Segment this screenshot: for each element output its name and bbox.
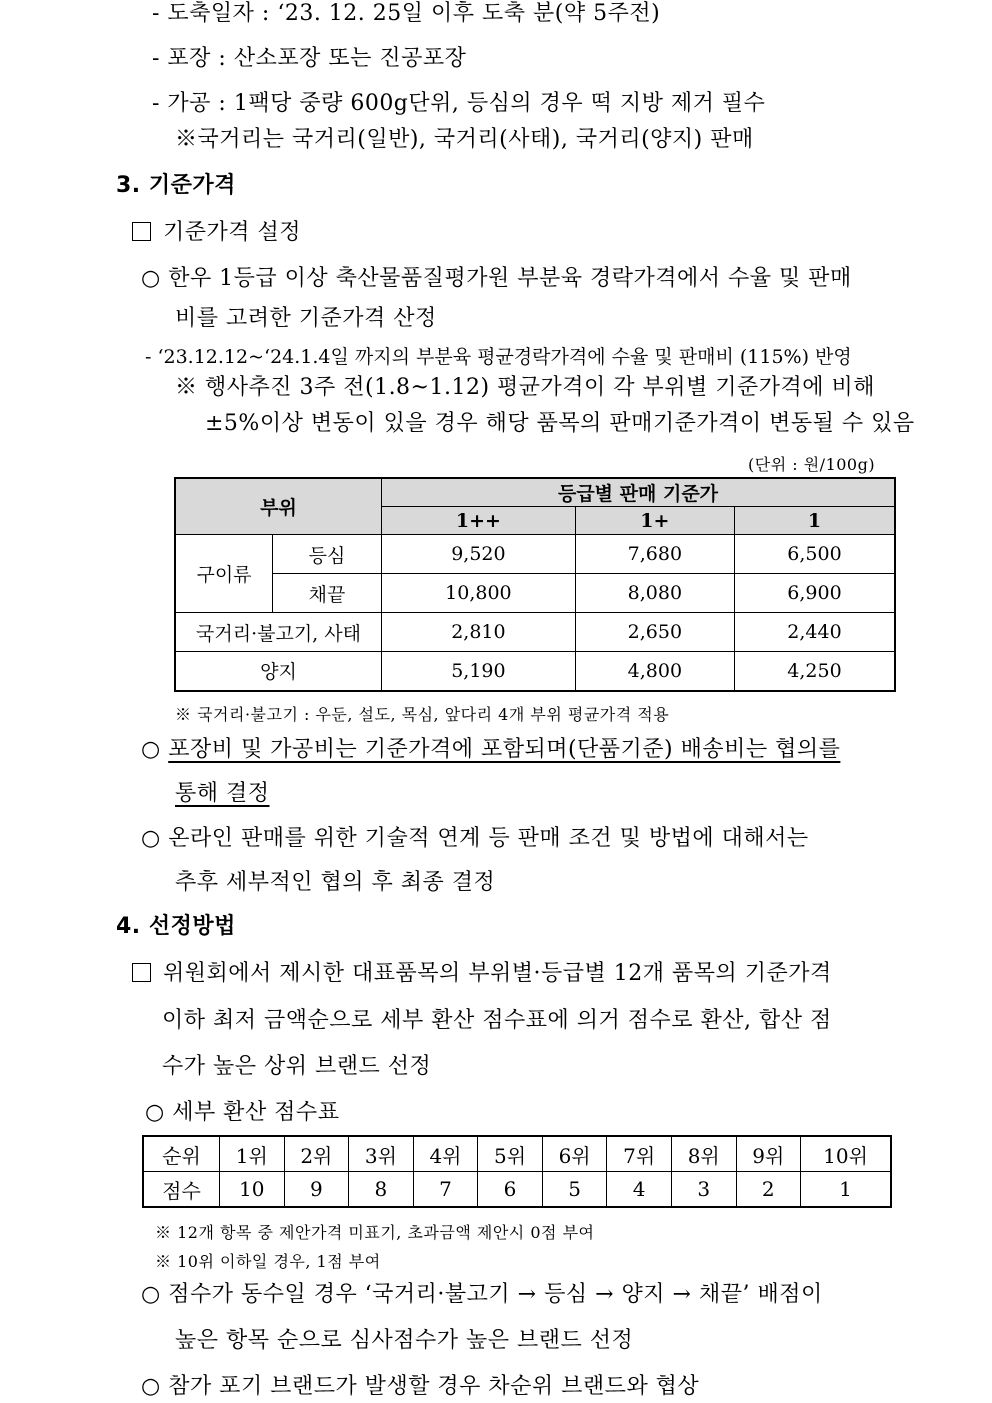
rank-cell: 9위: [736, 1136, 801, 1172]
price-cell: 6,500: [734, 535, 895, 574]
table-row: [175, 613, 895, 652]
price-cell: 9,520: [382, 535, 576, 574]
rank-cell: 4위: [413, 1136, 478, 1172]
checkbox-square-icon: [132, 963, 151, 982]
header-part: 부위: [175, 478, 382, 535]
tie-rule-a: ○ 점수가 동수일 경우 ‘국거리·불고기 → 등심 → 양지 → 채끝’ 배점이: [141, 1282, 823, 1307]
score-cell: 5: [542, 1172, 607, 1208]
note-1b: ±5%이상 변동이 있을 경우 해당 품목의 판매기준가격이 변동될 수 있음: [205, 411, 915, 436]
price-cell: 2,440: [734, 613, 895, 652]
score-cell: 10: [220, 1172, 285, 1208]
rank-cell: 10위: [801, 1136, 891, 1172]
price-cell: 2,810: [382, 613, 576, 652]
price-cell: 8,080: [575, 574, 734, 613]
section4-title: 4. 선정방법: [116, 914, 236, 939]
circle-item-1b: 비를 고려한 기준가격 산정: [175, 306, 437, 331]
row-label: 채끝: [273, 574, 382, 613]
price-cell: 5,190: [382, 652, 576, 691]
score-table: [142, 1135, 892, 1208]
packaging-line: - 포장 : 산소포장 또는 진공포장: [152, 46, 467, 71]
score-cell: 8: [349, 1172, 414, 1208]
circle-item-2b: 통해 결정: [175, 781, 270, 806]
tie-rule-b: 높은 항목 순으로 심사점수가 높은 브랜드 선정: [175, 1328, 634, 1353]
circle-item-1a: ○ 한우 1등급 이상 축산물품질평가원 부분육 경락가격에서 수율 및 판매: [141, 266, 852, 291]
score-cell: 2: [736, 1172, 801, 1208]
forfeit-rule: ○ 참가 포기 브랜드가 발생할 경우 차순위 브랜드와 협상: [141, 1374, 700, 1399]
rank-label: 순위: [143, 1136, 220, 1172]
score-cell: 1: [801, 1172, 891, 1208]
rank-cell: 5위: [478, 1136, 543, 1172]
table-note: ※ 국거리·불고기 : 우둔, 설도, 목심, 앞다리 4개 부위 평균가격 적용: [175, 705, 670, 724]
score-cell: 9: [284, 1172, 349, 1208]
grade-header: 1+: [575, 507, 734, 535]
price-cell: 4,250: [734, 652, 895, 691]
rank-cell: 7위: [607, 1136, 672, 1172]
price-cell: 6,900: [734, 574, 895, 613]
row-label: 양지: [175, 652, 382, 691]
box-item-price-setting: 기준가격 설정: [132, 219, 301, 247]
circle-item-3b: 추후 세부적인 협의 후 최종 결정: [175, 870, 496, 895]
box-item-selection-c: 수가 높은 상위 브랜드 선정: [162, 1054, 432, 1079]
note-1a: ※ 행사추진 3주 전(1.8~1.12) 평균가격이 각 부위별 기준가격에 비해: [175, 375, 876, 400]
header-grade: 등급별 판매 기준가: [382, 478, 896, 507]
price-cell: 7,680: [575, 535, 734, 574]
table-row: [175, 652, 895, 691]
grade-header: 1: [734, 507, 895, 535]
unit-label: (단위 : 원/100g): [748, 455, 876, 474]
table-row: [175, 535, 895, 574]
score-cell: 6: [478, 1172, 543, 1208]
score-label: 점수: [143, 1172, 220, 1208]
rank-cell: 1위: [220, 1136, 285, 1172]
score-table-title: ○ 세부 환산 점수표: [145, 1100, 340, 1125]
box-item-selection-a: 위원회에서 제시한 대표품목의 부위별·등급별 12개 품목의 기준가격: [132, 960, 832, 988]
row-label: 등심: [273, 535, 382, 574]
table-row: [175, 574, 895, 613]
row-label: 국거리·불고기, 사태: [175, 613, 382, 652]
checkbox-square-icon: [132, 222, 151, 241]
rank-cell: 6위: [542, 1136, 607, 1172]
group-label: 구이류: [175, 535, 273, 613]
rank-cell: 3위: [349, 1136, 414, 1172]
rank-cell: 8위: [671, 1136, 736, 1172]
price-cell: 4,800: [575, 652, 734, 691]
rank-cell: 2위: [284, 1136, 349, 1172]
score-cell: 3: [671, 1172, 736, 1208]
price-table: [174, 477, 896, 692]
gukgeori-note: ※국거리는 국거리(일반), 국거리(사태), 국거리(양지) 판매: [175, 127, 754, 152]
score-cell: 4: [607, 1172, 672, 1208]
dash-item-1: - ‘23.12.12~‘24.1.4일 까지의 부분육 평균경락가격에 수율 및 판매비 (115%) 반영: [145, 346, 852, 368]
circle-item-3a: ○ 온라인 판매를 위한 기술적 연계 등 판매 조건 및 방법에 대해서는: [141, 826, 809, 851]
score-cell: 7: [413, 1172, 478, 1208]
circle-item-2a: ○ 포장비 및 가공비는 기준가격에 포함되며(단품기준) 배송비는 협의를: [141, 737, 841, 762]
price-cell: 10,800: [382, 574, 576, 613]
section3-title: 3. 기준가격: [116, 173, 236, 198]
rank-row: [143, 1136, 891, 1172]
score-row: [143, 1172, 891, 1208]
grade-header: 1++: [382, 507, 576, 535]
score-note-a: ※ 12개 항목 중 제안가격 미표기, 초과금액 제안시 0점 부여: [155, 1223, 595, 1242]
box-item-selection-b: 이하 최저 금액순으로 세부 환산 점수표에 의거 점수로 환산, 합산 점: [162, 1008, 832, 1033]
score-note-b: ※ 10위 이하일 경우, 1점 부여: [155, 1252, 381, 1271]
slaughter-date-line: - 도축일자 : ‘23. 12. 25일 이후 도축 분(약 5주전): [152, 1, 661, 26]
price-cell: 2,650: [575, 613, 734, 652]
processing-line: - 가공 : 1팩당 중량 600g단위, 등심의 경우 떡 지방 제거 필수: [152, 91, 766, 116]
